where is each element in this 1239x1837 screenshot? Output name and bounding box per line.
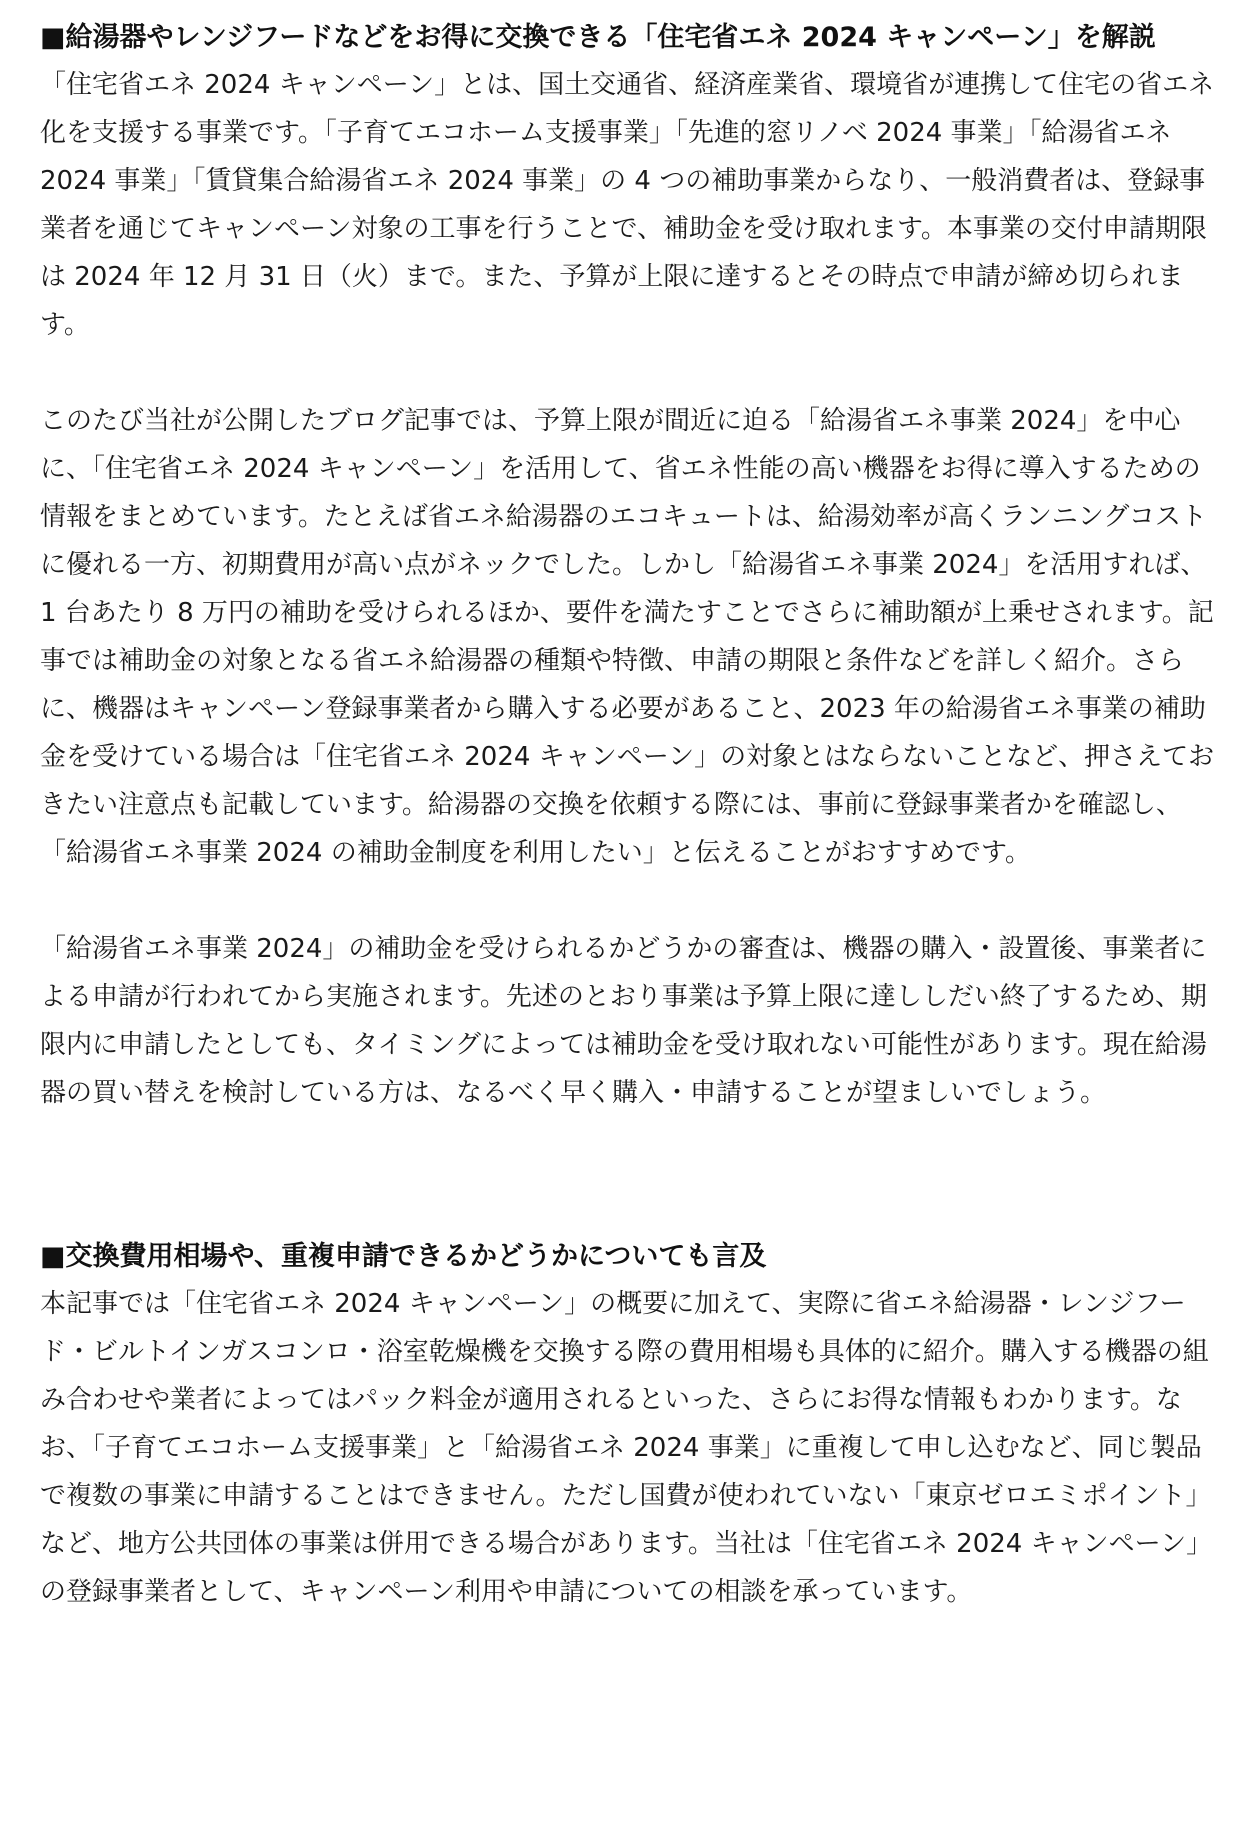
section-heading-cost: ■交換費用相場や、重複申請できるかどうかについても言及 <box>40 1241 767 1272</box>
paragraph-screening-notice: 「給湯省エネ事業 2024」の補助金を受けられるかどうかの審査は、機器の購入・設置後、事業者による申請が行われてから実施されます。先述のとおり事業は予算上限に達ししだい終了するため、期限内に申請したとしても、タイミングによっては補助金を受け取れない可能性があります。現在給湯器の買い替えを検討している方は、なるべく早く購入・申請することが望ましいでしょう。 <box>40 934 1207 1108</box>
document-page <box>40 14 1220 1616</box>
paragraph-campaign-overview: 「住宅省エネ 2024 キャンペーン」とは、国土交通省、経済産業省、環境省が連携して住宅の省エネ化を支援する事業です。「子育てエコホーム支援事業」「先進的窓リノベ 2024 事業」「給湯省エネ 2024 事業」「賃貸集合給湯省エネ 2024 事業」の 4 つの補助事業からなり、一般消費者は、登録事業者を通じてキャンペーン対象の工事を行うことで、補助金を受け取れます。本事業の交付申請期限は 2024 年 12 月 31 日（火）まで。また、予算が上限に達するとその時点で申請が締め切られます。 <box>40 70 1215 340</box>
paragraph-cost-overview: 本記事では「住宅省エネ 2024 キャンペーン」の概要に加えて、実際に省エネ給湯器・レンジフード・ビルトインガスコンロ・浴室乾燥機を交換する際の費用相場も具体的に紹介。購入する機器の組み合わせや業者によってはパック料金が適用されるといった、さらにお得な情報もわかります。なお、「子育てエコホーム支援事業」と「給湯省エネ 2024 事業」に重複して申し込むなど、同じ製品で複数の事業に申請することはできません。ただし国費が使われていない「東京ゼロエミポイント」など、地方公共団体の事業は併用できる場合があります。当社は「住宅省エネ 2024 キャンペーン」の登録事業者として、キャンペーン利用や申請についての相談を承っています。 <box>40 1289 1213 1607</box>
paragraph-spacer <box>40 877 1220 925</box>
paragraph-spacer <box>40 349 1220 397</box>
section-spacer <box>40 1117 1220 1233</box>
paragraph-blog-article: このたび当社が公開したブログ記事では、予算上限が間近に迫る「給湯省エネ事業 2024」を中心に、「住宅省エネ 2024 キャンペーン」を活用して、省エネ性能の高い機器をお得に導入するための情報をまとめています。たとえば省エネ給湯器のエコキュートは、給湯効率が高くランニングコストに優れる一方、初期費用が高い点がネックでした。しかし「給湯省エネ事業 2024」を活用すれば、1 台あたり 8 万円の補助を受けられるほか、要件を満たすことでさらに補助額が上乗せされます。記事では補助金の対象となる省エネ給湯器の種類や特徴、申請の期限と条件などを詳しく紹介。さらに、機器はキャンペーン登録事業者から購入する必要があること、2023 年の給湯省エネ事業の補助金を受けている場合は「住宅省エネ 2024 キャンペーン」の対象とはならないことなど、押さえておきたい注意点も記載しています。給湯器の交換を依頼する際には、事前に登録事業者かを確認し、「給湯省エネ事業 2024 の補助金制度を利用したい」と伝えることがおすすめです。 <box>40 406 1215 868</box>
section-heading-campaign: ■給湯器やレンジフードなどをお得に交換できる「住宅省エネ 2024 キャンペーン」を解説 <box>40 22 1156 53</box>
